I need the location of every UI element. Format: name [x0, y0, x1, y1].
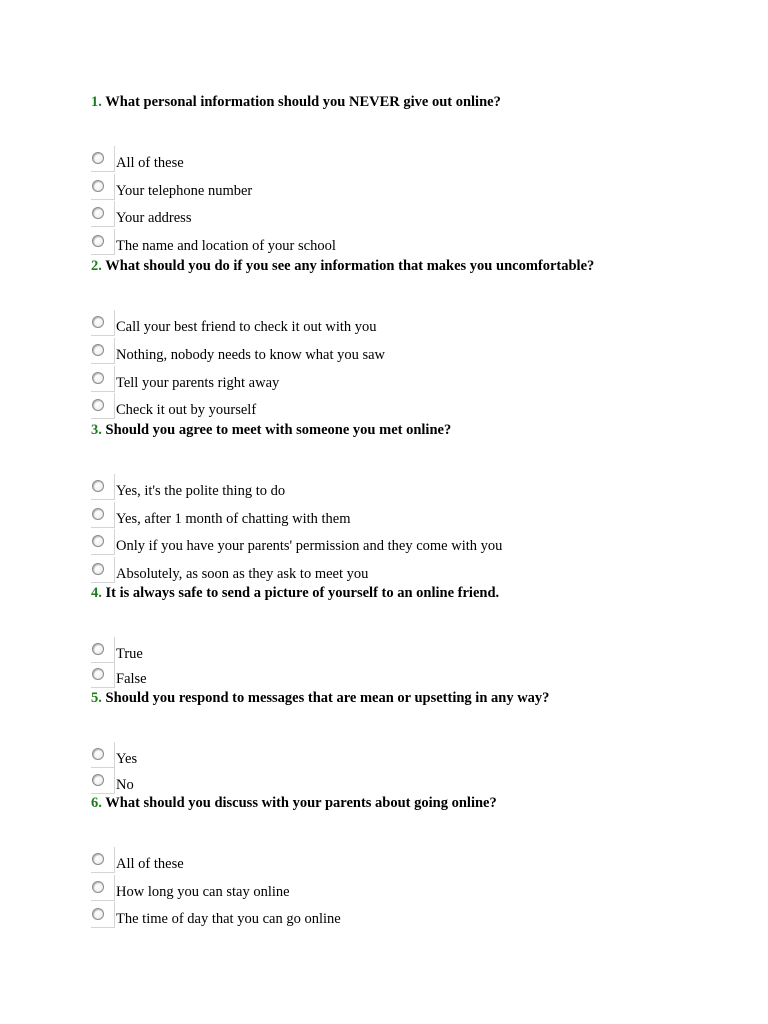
question-title — [91, 584, 751, 602]
question-4 — [91, 584, 751, 687]
option-label: Check it out by yourself — [116, 402, 257, 418]
radio-button[interactable] — [92, 535, 104, 547]
option-3[interactable] — [91, 908, 691, 934]
option-3[interactable] — [91, 535, 691, 561]
question-text: What personal information should you NEVER give out online? — [105, 94, 501, 110]
option-label: Only if you have your parents' permission and they come with you — [116, 538, 503, 554]
question-2 — [91, 257, 751, 418]
option-label: Tell your parents right away — [116, 375, 280, 391]
question-title — [91, 93, 751, 111]
radio-button[interactable] — [92, 235, 104, 247]
radio-button[interactable] — [92, 399, 104, 411]
option-2[interactable] — [91, 344, 691, 370]
option-label: Yes, after 1 month of chatting with them — [116, 511, 351, 527]
radio-button[interactable] — [92, 881, 104, 893]
question-title — [91, 794, 751, 812]
option-label: How long you can stay online — [116, 884, 290, 900]
radio-button[interactable] — [92, 908, 104, 920]
question-title — [91, 421, 751, 439]
option-1[interactable] — [91, 480, 691, 506]
question-number: 6. — [91, 795, 102, 811]
question-5 — [91, 689, 751, 793]
option-label: True — [116, 646, 143, 662]
option-label: The name and location of your school — [116, 238, 336, 254]
radio-button[interactable] — [92, 316, 104, 328]
option-1[interactable] — [91, 152, 691, 178]
option-3[interactable] — [91, 372, 691, 398]
question-number: 5. — [91, 690, 102, 706]
option-2[interactable] — [91, 508, 691, 534]
option-label: Your address — [116, 210, 192, 226]
radio-button[interactable] — [92, 774, 104, 786]
option-label: Call your best friend to check it out with you — [116, 319, 377, 335]
option-label: The time of day that you can go online — [116, 911, 341, 927]
option-1[interactable] — [91, 643, 691, 669]
question-number: 1. — [91, 94, 102, 110]
radio-button[interactable] — [92, 748, 104, 760]
radio-button[interactable] — [92, 344, 104, 356]
option-label: No — [116, 777, 134, 793]
option-label: False — [116, 671, 147, 687]
question-text: Should you agree to meet with someone you met online? — [105, 422, 452, 438]
question-title — [91, 689, 751, 707]
option-3[interactable] — [91, 207, 691, 233]
question-title — [91, 257, 751, 275]
question-text: It is always safe to send a picture of yourself to an online friend. — [105, 585, 500, 601]
radio-button[interactable] — [92, 643, 104, 655]
question-text: What should you discuss with your parents about going online? — [105, 795, 497, 811]
question-number: 4. — [91, 585, 102, 601]
option-label: All of these — [116, 856, 184, 872]
radio-button[interactable] — [92, 853, 104, 865]
radio-button[interactable] — [92, 563, 104, 575]
option-label: All of these — [116, 155, 184, 171]
radio-button[interactable] — [92, 207, 104, 219]
question-3 — [91, 421, 751, 582]
radio-button[interactable] — [92, 668, 104, 680]
question-text: Should you respond to messages that are mean or upsetting in any way? — [105, 690, 550, 706]
question-number: 2. — [91, 258, 102, 274]
option-label: Your telephone number — [116, 183, 253, 199]
option-label: Yes — [116, 751, 138, 767]
option-label: Absolutely, as soon as they ask to meet you — [116, 566, 369, 582]
question-6 — [91, 794, 751, 927]
radio-button[interactable] — [92, 152, 104, 164]
option-1[interactable] — [91, 316, 691, 342]
option-1[interactable] — [91, 748, 691, 774]
question-1 — [91, 93, 751, 254]
option-2[interactable] — [91, 881, 691, 907]
radio-button[interactable] — [92, 480, 104, 492]
radio-button[interactable] — [92, 508, 104, 520]
option-1[interactable] — [91, 853, 691, 879]
radio-button[interactable] — [92, 372, 104, 384]
option-2[interactable] — [91, 180, 691, 206]
option-label: Yes, it's the polite thing to do — [116, 483, 286, 499]
question-number: 3. — [91, 422, 102, 438]
radio-button[interactable] — [92, 180, 104, 192]
question-text: What should you do if you see any information that makes you uncomfortable? — [105, 258, 595, 274]
option-label: Nothing, nobody needs to know what you saw — [116, 347, 386, 363]
